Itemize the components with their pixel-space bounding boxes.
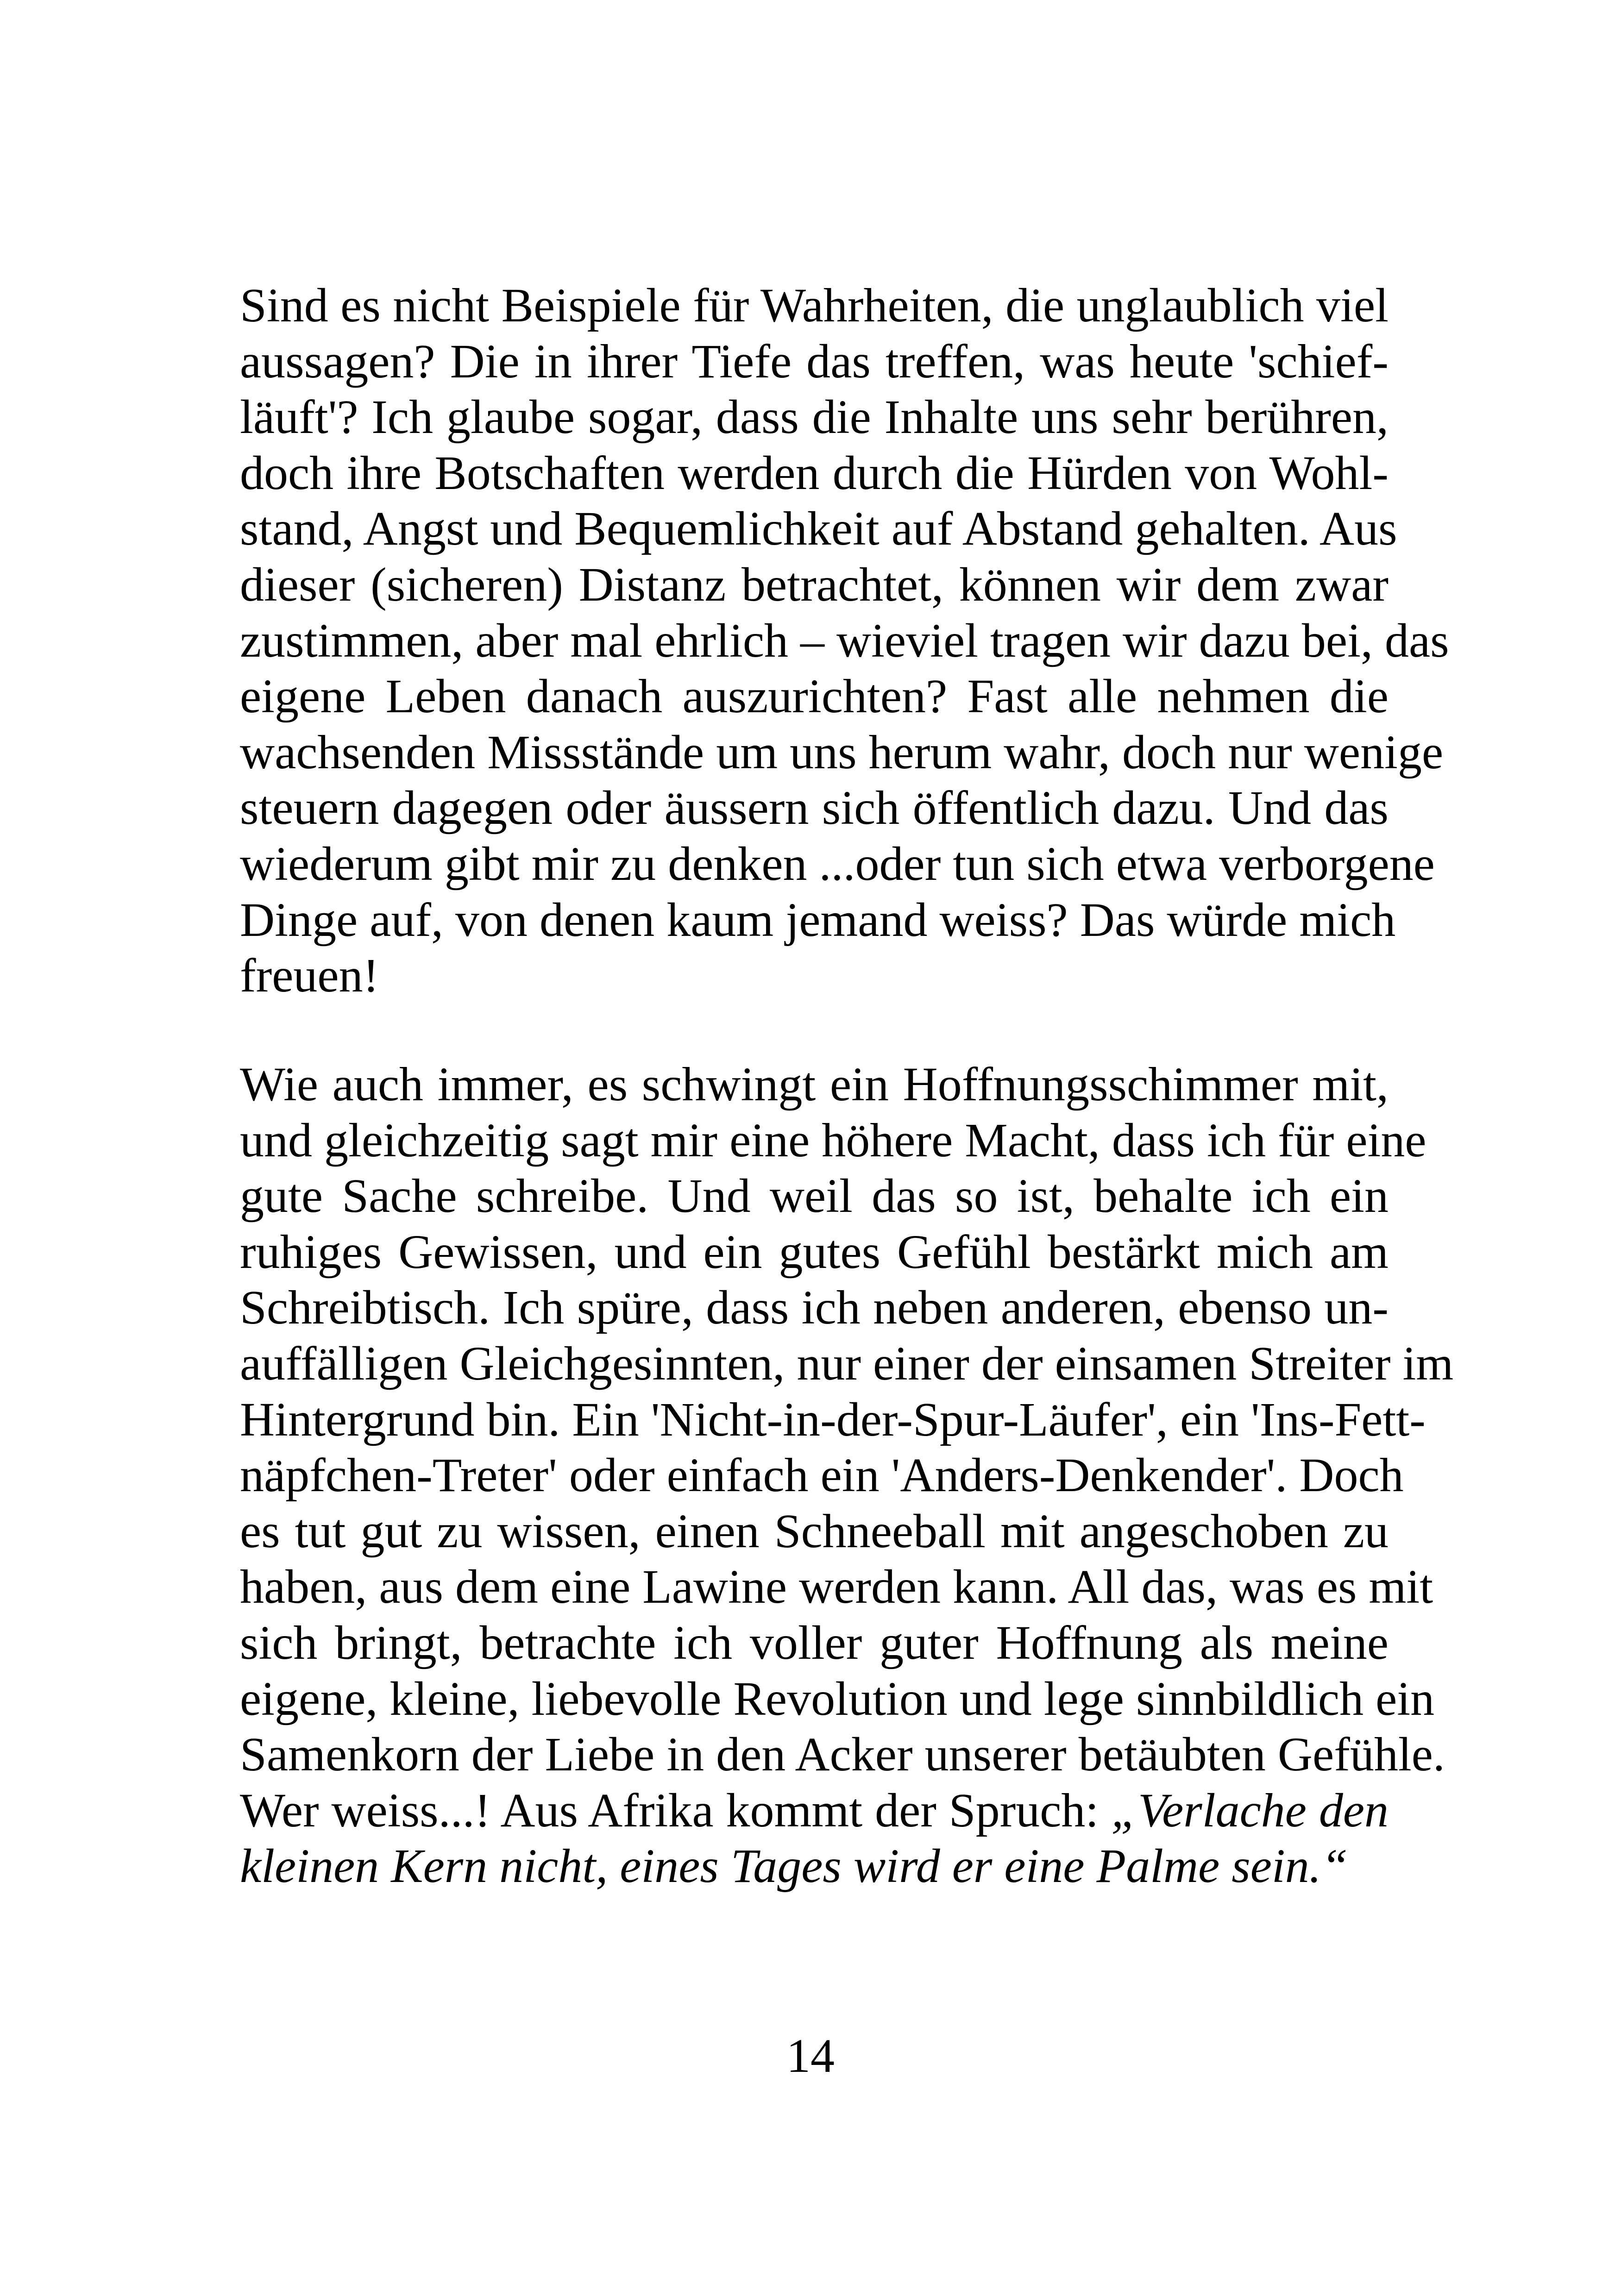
paragraph-2	[240, 1057, 1454, 1895]
text-line-quote	[240, 1838, 1389, 1895]
text-line: Samenkorn der Liebe in den Acker unserer betäubten Gefühle.	[240, 1728, 1445, 1782]
text-line: zustimmen, aber mal ehrlich – wieviel tragen wir dazu bei, das	[240, 614, 1449, 667]
text-line: ruhiges Gewissen, und ein gutes Gefühl bestärkt mich am	[240, 1225, 1389, 1279]
text-segment: Wer weiss...! Aus Afrika kommt der Spruch:	[240, 1783, 1112, 1837]
text-line: Wie auch immer, es schwingt ein Hoffnungsschimmer mit,	[240, 1058, 1389, 1111]
text-line: und gleichzeitig sagt mir eine höhere Macht, dass ich für eine	[240, 1113, 1426, 1167]
text-line: gute Sache schreibe. Und weil das so ist, behalte ich ein	[240, 1169, 1389, 1223]
text-line: näpfchen-Treter' oder einfach ein 'Anders-Denkender'. Doch	[240, 1449, 1404, 1502]
text-line: dieser (sicheren) Distanz betrachtet, können wir dem zwar	[240, 558, 1389, 611]
text-line: steuern dagegen oder äussern sich öffentlich dazu. Und das	[240, 781, 1389, 835]
text-line: Dinge auf, von denen kaum jemand weiss? Das würde mich	[240, 893, 1396, 947]
text-line: Sind es nicht Beispiele für Wahrheiten, die unglaublich viel	[240, 279, 1389, 332]
paragraph-1	[240, 278, 1449, 1004]
text-line: sich bringt, betrachte ich voller guter Hoffnung als meine	[240, 1616, 1389, 1669]
text-line: stand, Angst und Bequemlichkeit auf Abstand gehalten. Aus	[240, 502, 1397, 556]
text-line: auffälligen Gleichgesinnten, nur einer der einsamen Streiter im	[240, 1336, 1454, 1390]
text-line: eigene, kleine, liebevolle Revolution und lege sinnbildlich ein	[240, 1672, 1435, 1725]
text-line: Hintergrund bin. Ein 'Nicht-in-der-Spur-Läufer', ein 'Ins-Fett-	[240, 1393, 1426, 1446]
quote-segment: kleinen Kern nicht, eines Tages wird er eine Palme sein.“	[240, 1839, 1348, 1893]
quote-segment: „Verlache den	[1111, 1783, 1389, 1837]
text-line: haben, aus dem eine Lawine werden kann. All das, was es mit	[240, 1560, 1433, 1614]
text-line: wiederum gibt mir zu denken ...oder tun sich etwa verborgene	[240, 837, 1435, 891]
text-line: aussagen? Die in ihrer Tiefe das treffen, was heute 'schief-	[240, 334, 1389, 388]
text-line: es tut gut zu wissen, einen Schneeball mit angeschoben zu	[240, 1504, 1389, 1558]
text-line: freuen!	[240, 949, 379, 1003]
text-line: wachsenden Missstände um uns herum wahr, doch nur wenige	[240, 725, 1444, 779]
page-number: 14	[786, 2029, 835, 2083]
text-line-with-quote	[240, 1783, 1389, 1839]
text-line: eigene Leben danach auszurichten? Fast alle nehmen die	[240, 670, 1389, 723]
text-line: doch ihre Botschaften werden durch die Hürden von Wohl-	[240, 446, 1389, 500]
text-line: läuft'? Ich glaube sogar, dass die Inhalte uns sehr berühren,	[240, 390, 1389, 444]
text-line: Schreibtisch. Ich spüre, dass ich neben anderen, ebenso un-	[240, 1281, 1389, 1335]
